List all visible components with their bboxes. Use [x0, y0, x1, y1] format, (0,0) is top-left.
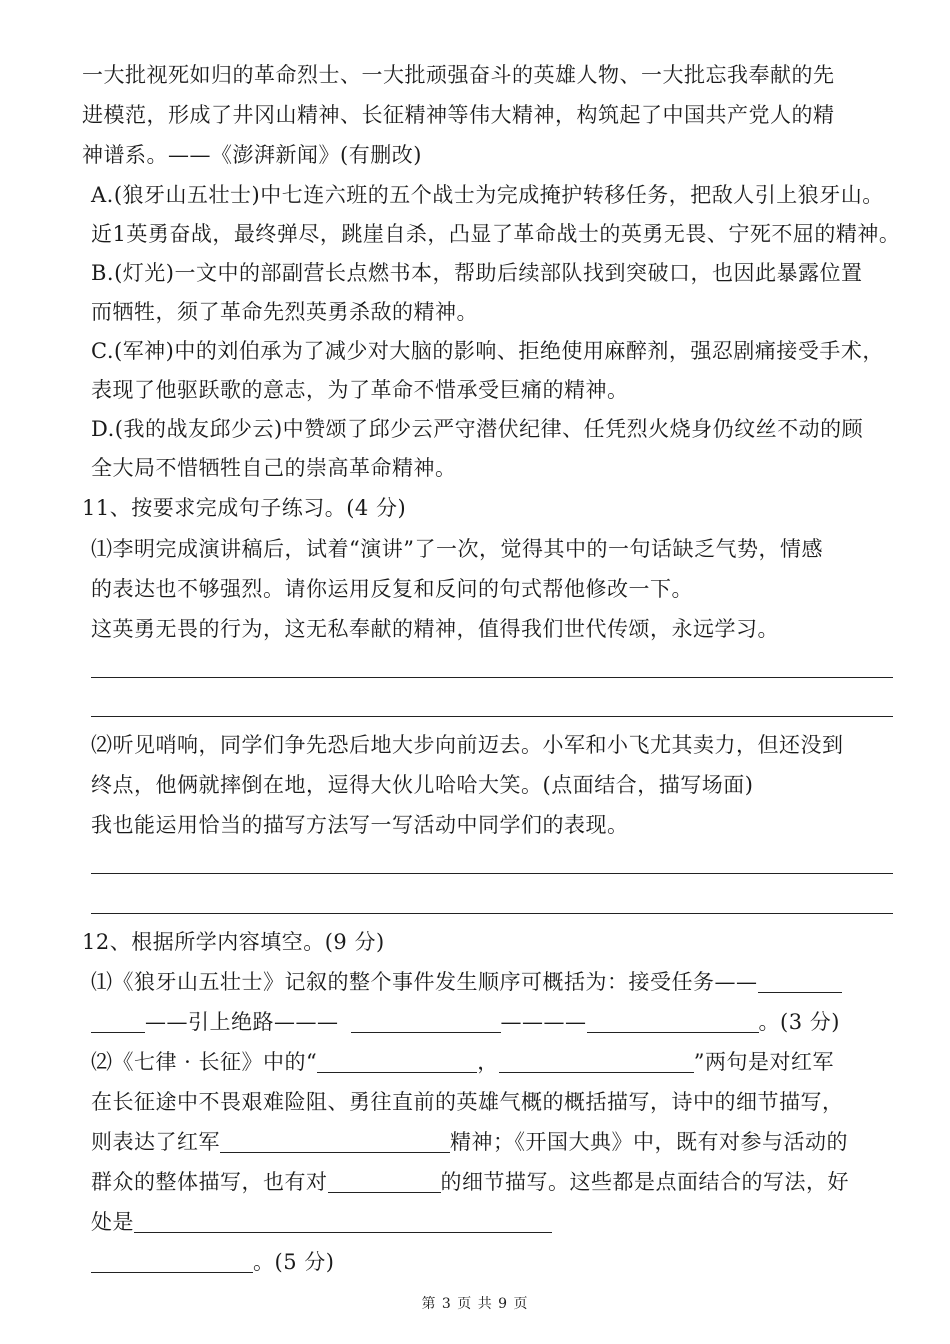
q11-part2-line-3: 我也能运用恰当的描写方法写一写活动中同学们的表现。: [91, 813, 629, 837]
q12-part2-comma: ，: [477, 1050, 499, 1074]
page-number: 第 3 页 共 9 页: [421, 1296, 529, 1312]
q11-part2-line-2: 终点，他俩就摔倒在地，逗得大伙儿哈哈大笑。(点面结合，描写场面): [91, 773, 754, 797]
q12-part2-line-5: [91, 1209, 552, 1235]
option-c-line-2: 表现了他驱跃歌的意志，为了革命不惜承受巨痛的精神。: [91, 378, 629, 402]
q11-part1-sentence: 这英勇无畏的行为，这无私奉献的精神，值得我们世代传颂，永远学习。: [91, 617, 779, 641]
fill-blank[interactable]: [91, 1012, 145, 1033]
passage-line-2: 进模范，形成了井冈山精神、长征精神等伟大精神，构筑起了中国共产党人的精: [82, 103, 835, 127]
q12-part2-text-3: 则表达了红军: [91, 1130, 220, 1154]
q12-part2-line-3: [91, 1129, 848, 1155]
question-11-title: 11、按要求完成句子练习。(4 分): [82, 496, 407, 520]
option-b-line-1: B.(灯光)一文中的部副营长点燃书本，帮助后续部队找到突破口，也因此暴露位置: [91, 261, 863, 285]
q12-part2-line-2: 在长征途中不畏艰难险阻、勇往直前的英雄气概的概括描写，诗中的细节描写，: [91, 1090, 844, 1114]
q12-part2-text-6: 的细节描写。这些都是点面结合的写法，好: [440, 1170, 849, 1194]
fill-blank[interactable]: [91, 1252, 253, 1273]
option-a-line-1: A.(狼牙山五壮士)中七连六班的五个战士为完成掩护转移任务，把敌人引上狼牙山。: [91, 183, 884, 207]
q12-part1-line-2: [91, 1009, 840, 1035]
option-d-line-1: D.(我的战友邱少云)中赞颂了邱少云严守潜伏纪律、任凭烈火烧身仍纹丝不动的顾: [91, 417, 864, 441]
fill-blank[interactable]: [220, 1132, 450, 1153]
question-12-title: 12、根据所学内容填空。(9 分): [82, 930, 385, 954]
q12-part2-text-4: 精神；《开国大典》中，既有对参与活动的: [450, 1130, 848, 1154]
answer-line[interactable]: [91, 716, 893, 717]
fill-blank[interactable]: [328, 1172, 441, 1193]
option-a-line-2: 近1英勇奋战，最终弹尽，跳崖自杀，凸显了革命战士的英勇无畏、宁死不屈的精神。: [91, 222, 901, 246]
q11-part1-line-2: 的表达也不够强烈。请你运用反复和反问的句式帮他修改一下。: [91, 577, 693, 601]
q11-part2-line-1: ⑵听见哨响，同学们争先恐后地大步向前迈去。小军和小飞尤其卖力，但还没到: [91, 733, 844, 757]
fill-blank[interactable]: [758, 972, 842, 993]
fill-blank[interactable]: [317, 1052, 477, 1073]
q12-part2-line-6: [91, 1249, 334, 1275]
q12-part2-text-2: ”两句是对红军: [693, 1050, 835, 1074]
option-b-line-2: 而牺牲，须了革命先烈英勇杀敌的精神。: [91, 300, 478, 324]
q12-part2-line-1: [91, 1049, 834, 1075]
q12-part1-sequence-1: ——引上绝路———: [145, 1010, 339, 1034]
q11-part1-line-1: ⑴李明完成演讲稿后，试着“演讲”了一次，觉得其中的一句话缺乏气势，情感: [91, 537, 823, 561]
passage-line-3: 神谱系。——《澎湃新闻》(有删改): [82, 143, 422, 167]
answer-line[interactable]: [91, 873, 893, 874]
q12-part1-sequence-2: ————: [500, 1010, 587, 1034]
q12-part1-score: 。(3 分): [758, 1010, 840, 1034]
q12-part2-line-4: [91, 1169, 849, 1195]
answer-line[interactable]: [91, 913, 893, 914]
fill-blank[interactable]: [134, 1212, 552, 1233]
fill-blank[interactable]: [587, 1012, 759, 1033]
fill-blank[interactable]: [499, 1052, 694, 1073]
q12-part1-text: ⑴《狼牙山五壮士》记叙的整个事件发生顺序可概括为：接受任务——: [91, 970, 758, 994]
option-c-line-1: C.(军神)中的刘伯承为了减少对大脑的影响、拒绝使用麻醉剂，强忍剧痛接受手术，: [91, 339, 884, 363]
q12-part2-text-5: 群众的整体描写，也有对: [91, 1170, 328, 1194]
q12-part2-score: 。(5 分): [253, 1250, 335, 1274]
q12-part2-text-1: ⑵《七律 · 长征》中的“: [91, 1050, 318, 1074]
answer-line[interactable]: [91, 677, 893, 678]
fill-blank[interactable]: [351, 1012, 501, 1033]
passage-line-1: 一大批视死如归的革命烈士、一大批顽强奋斗的英雄人物、一大批忘我奉献的先: [82, 63, 835, 87]
q12-part2-text-7: 处是: [91, 1210, 134, 1234]
option-d-line-2: 全大局不惜牺牲自己的崇高革命精神。: [91, 456, 457, 480]
q12-part1-line-1: [91, 969, 842, 995]
